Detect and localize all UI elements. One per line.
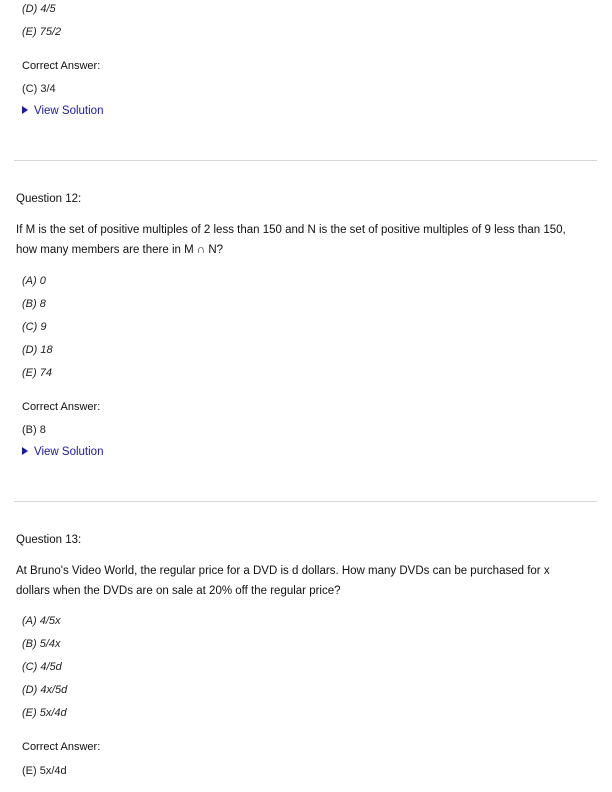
expand-triangle-icon	[22, 106, 28, 114]
question-text-line: dollars when the DVDs are on sale at 20% off the regular price?	[16, 585, 341, 597]
correct-answer-label: Correct Answer:	[22, 60, 101, 72]
question-text	[16, 561, 601, 601]
correct-answer-value: (C) 3/4	[22, 83, 56, 95]
option-d: (D) 18	[22, 344, 53, 356]
option-c: (C) 9	[22, 321, 47, 333]
option-c: (C) 4/5d	[22, 661, 62, 673]
option-b: (B) 8	[22, 298, 46, 310]
expand-triangle-icon	[22, 447, 28, 455]
option-d: (D) 4x/5d	[22, 684, 68, 696]
section-divider	[14, 160, 597, 161]
question-text-line: At Bruno's Video World, the regular price for a DVD is d dollars. How many DVDs can be purchased for x	[16, 565, 550, 577]
option-a: (A) 4/5x	[22, 615, 61, 627]
view-solution-link[interactable]	[22, 446, 103, 458]
section-divider	[14, 501, 597, 502]
correct-answer-label: Correct Answer:	[22, 741, 101, 753]
question-text	[16, 220, 601, 260]
view-solution-label: View Solution	[34, 105, 104, 117]
option-e: (E) 75/2	[22, 26, 62, 38]
question-text-line: how many members are there in M ∩ N?	[16, 244, 224, 256]
option-a: (A) 0	[22, 275, 46, 287]
view-solution-link[interactable]	[22, 105, 103, 117]
option-b: (B) 5/4x	[22, 638, 61, 650]
option-e: (E) 5x/4d	[22, 707, 67, 719]
correct-answer-value: (B) 8	[22, 424, 46, 436]
correct-answer-label: Correct Answer:	[22, 401, 101, 413]
question-title: Question 13:	[16, 534, 82, 546]
correct-answer-value: (E) 5x/4d	[22, 765, 67, 777]
option-d: (D) 4/5	[22, 3, 56, 15]
view-solution-label: View Solution	[34, 446, 104, 458]
question-text-line: If M is the set of positive multiples of 2 less than 150 and N is the set of positive multiples of 9 less than 150,	[16, 224, 566, 236]
option-e: (E) 74	[22, 367, 52, 379]
question-title: Question 12:	[16, 193, 82, 205]
